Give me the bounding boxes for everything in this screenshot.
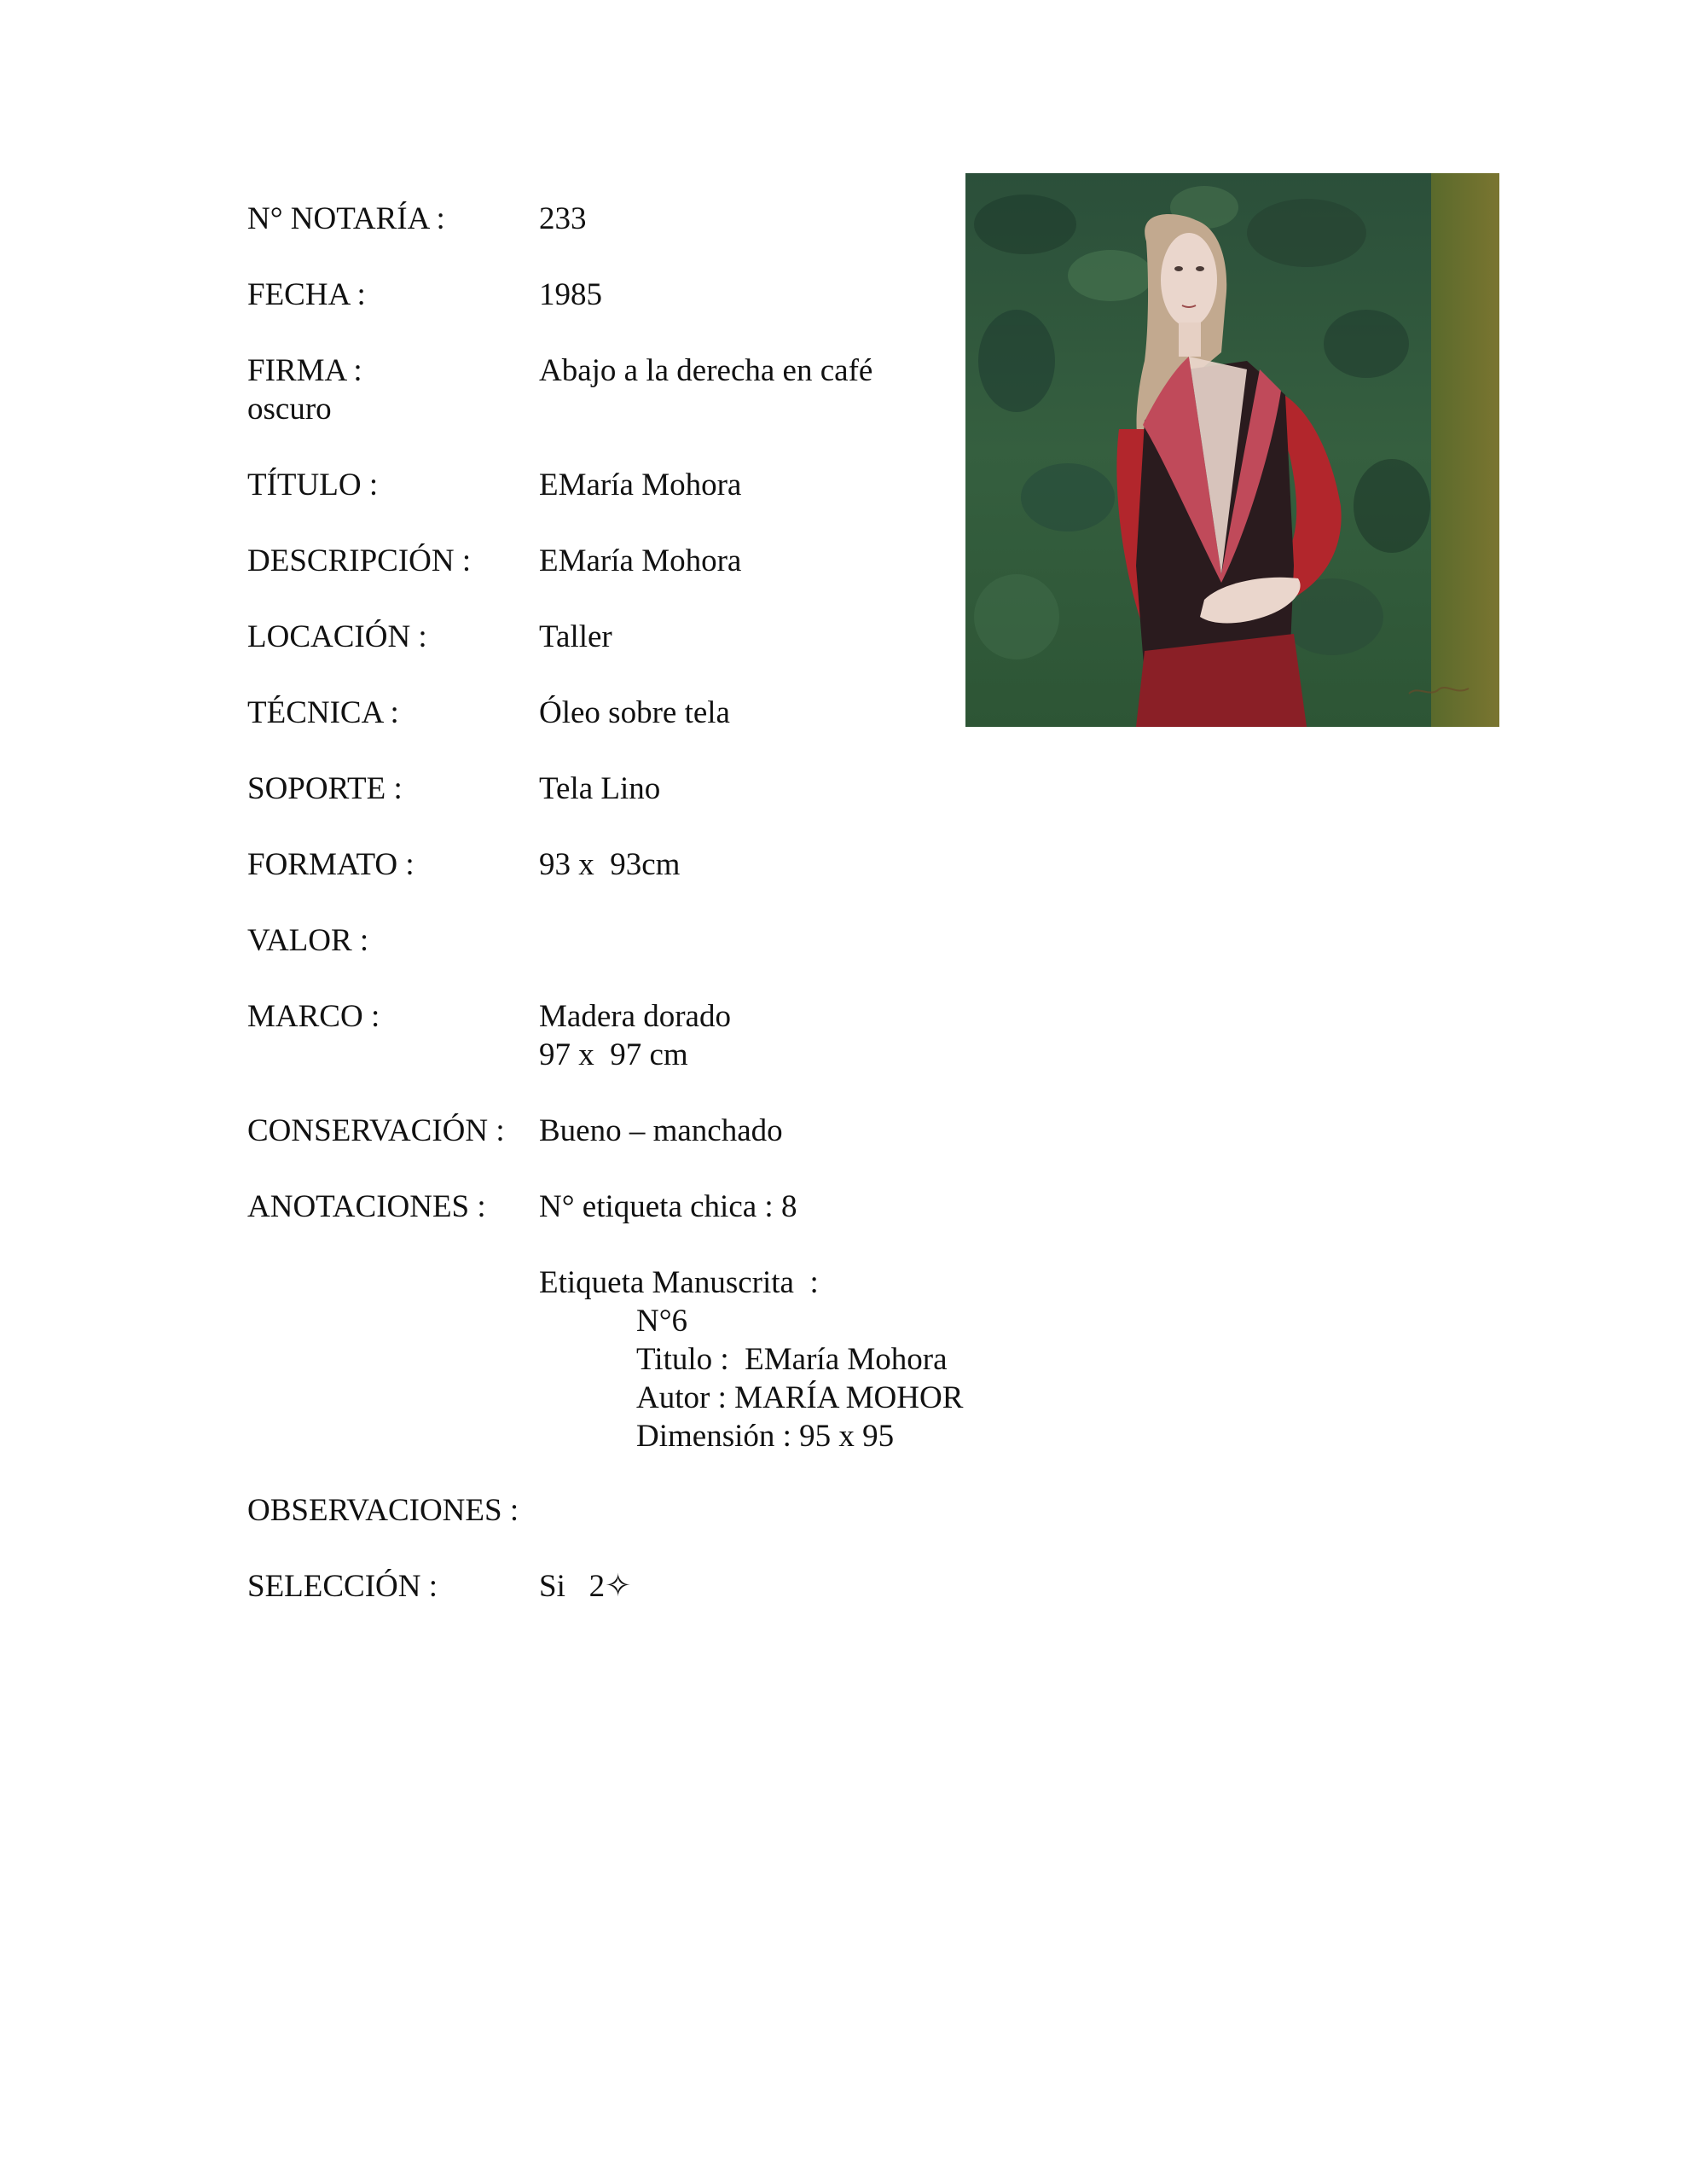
value-soporte: Tela Lino — [539, 771, 661, 806]
label-firma: FIRMA : — [247, 353, 362, 388]
value-anotaciones: N° etiqueta chica : 8 — [539, 1189, 797, 1224]
portrait-painting-image — [965, 173, 1499, 727]
label-tecnica: TÉCNICA : — [247, 695, 399, 730]
label-notaria: N° NOTARÍA : — [247, 201, 445, 236]
value-firma-continued: oscuro — [247, 392, 332, 427]
label-seleccion: SELECCIÓN : — [247, 1569, 438, 1604]
etiqueta-heading: Etiqueta Manuscrita : — [539, 1265, 819, 1300]
label-observaciones: OBSERVACIONES : — [247, 1493, 519, 1528]
etiqueta-dimension: Dimensión : 95 x 95 — [636, 1419, 895, 1454]
etiqueta-content — [539, 1263, 963, 1455]
label-marco: MARCO : — [247, 999, 380, 1034]
value-conservacion: Bueno – manchado — [539, 1113, 783, 1148]
label-locacion: LOCACIÓN : — [247, 619, 427, 654]
value-marco — [539, 997, 731, 1074]
value-fecha: 1985 — [539, 277, 602, 312]
label-anotaciones: ANOTACIONES : — [247, 1189, 486, 1224]
label-soporte: SOPORTE : — [247, 771, 403, 806]
label-fecha: FECHA : — [247, 277, 366, 312]
value-locacion: Taller — [539, 619, 612, 654]
value-marco-line2: 97 x 97 cm — [539, 1037, 688, 1072]
label-valor: VALOR : — [247, 923, 369, 958]
painting-face — [1161, 233, 1217, 327]
label-descripcion: DESCRIPCIÓN : — [247, 543, 472, 578]
value-descripcion: EMaría Mohora — [539, 543, 742, 578]
value-notaria: 233 — [539, 201, 587, 236]
label-conservacion: CONSERVACIÓN : — [247, 1113, 505, 1148]
value-seleccion: Si 2✧ — [539, 1569, 632, 1604]
etiqueta-numero: N°6 — [636, 1304, 688, 1339]
painting-side-panel — [1431, 173, 1499, 727]
value-marco-line1: Madera dorado — [539, 999, 731, 1034]
label-titulo: TÍTULO : — [247, 468, 379, 502]
value-firma: Abajo a la derecha en café — [539, 353, 873, 388]
etiqueta-autor: Autor : MARÍA MOHOR — [636, 1380, 964, 1415]
etiqueta-titulo: Titulo : EMaría Mohora — [636, 1342, 948, 1377]
value-formato: 93 x 93cm — [539, 847, 681, 882]
value-tecnica: Óleo sobre tela — [539, 695, 730, 730]
value-titulo: EMaría Mohora — [539, 468, 742, 502]
label-formato: FORMATO : — [247, 847, 415, 882]
portrait-painting-icon — [965, 173, 1499, 727]
